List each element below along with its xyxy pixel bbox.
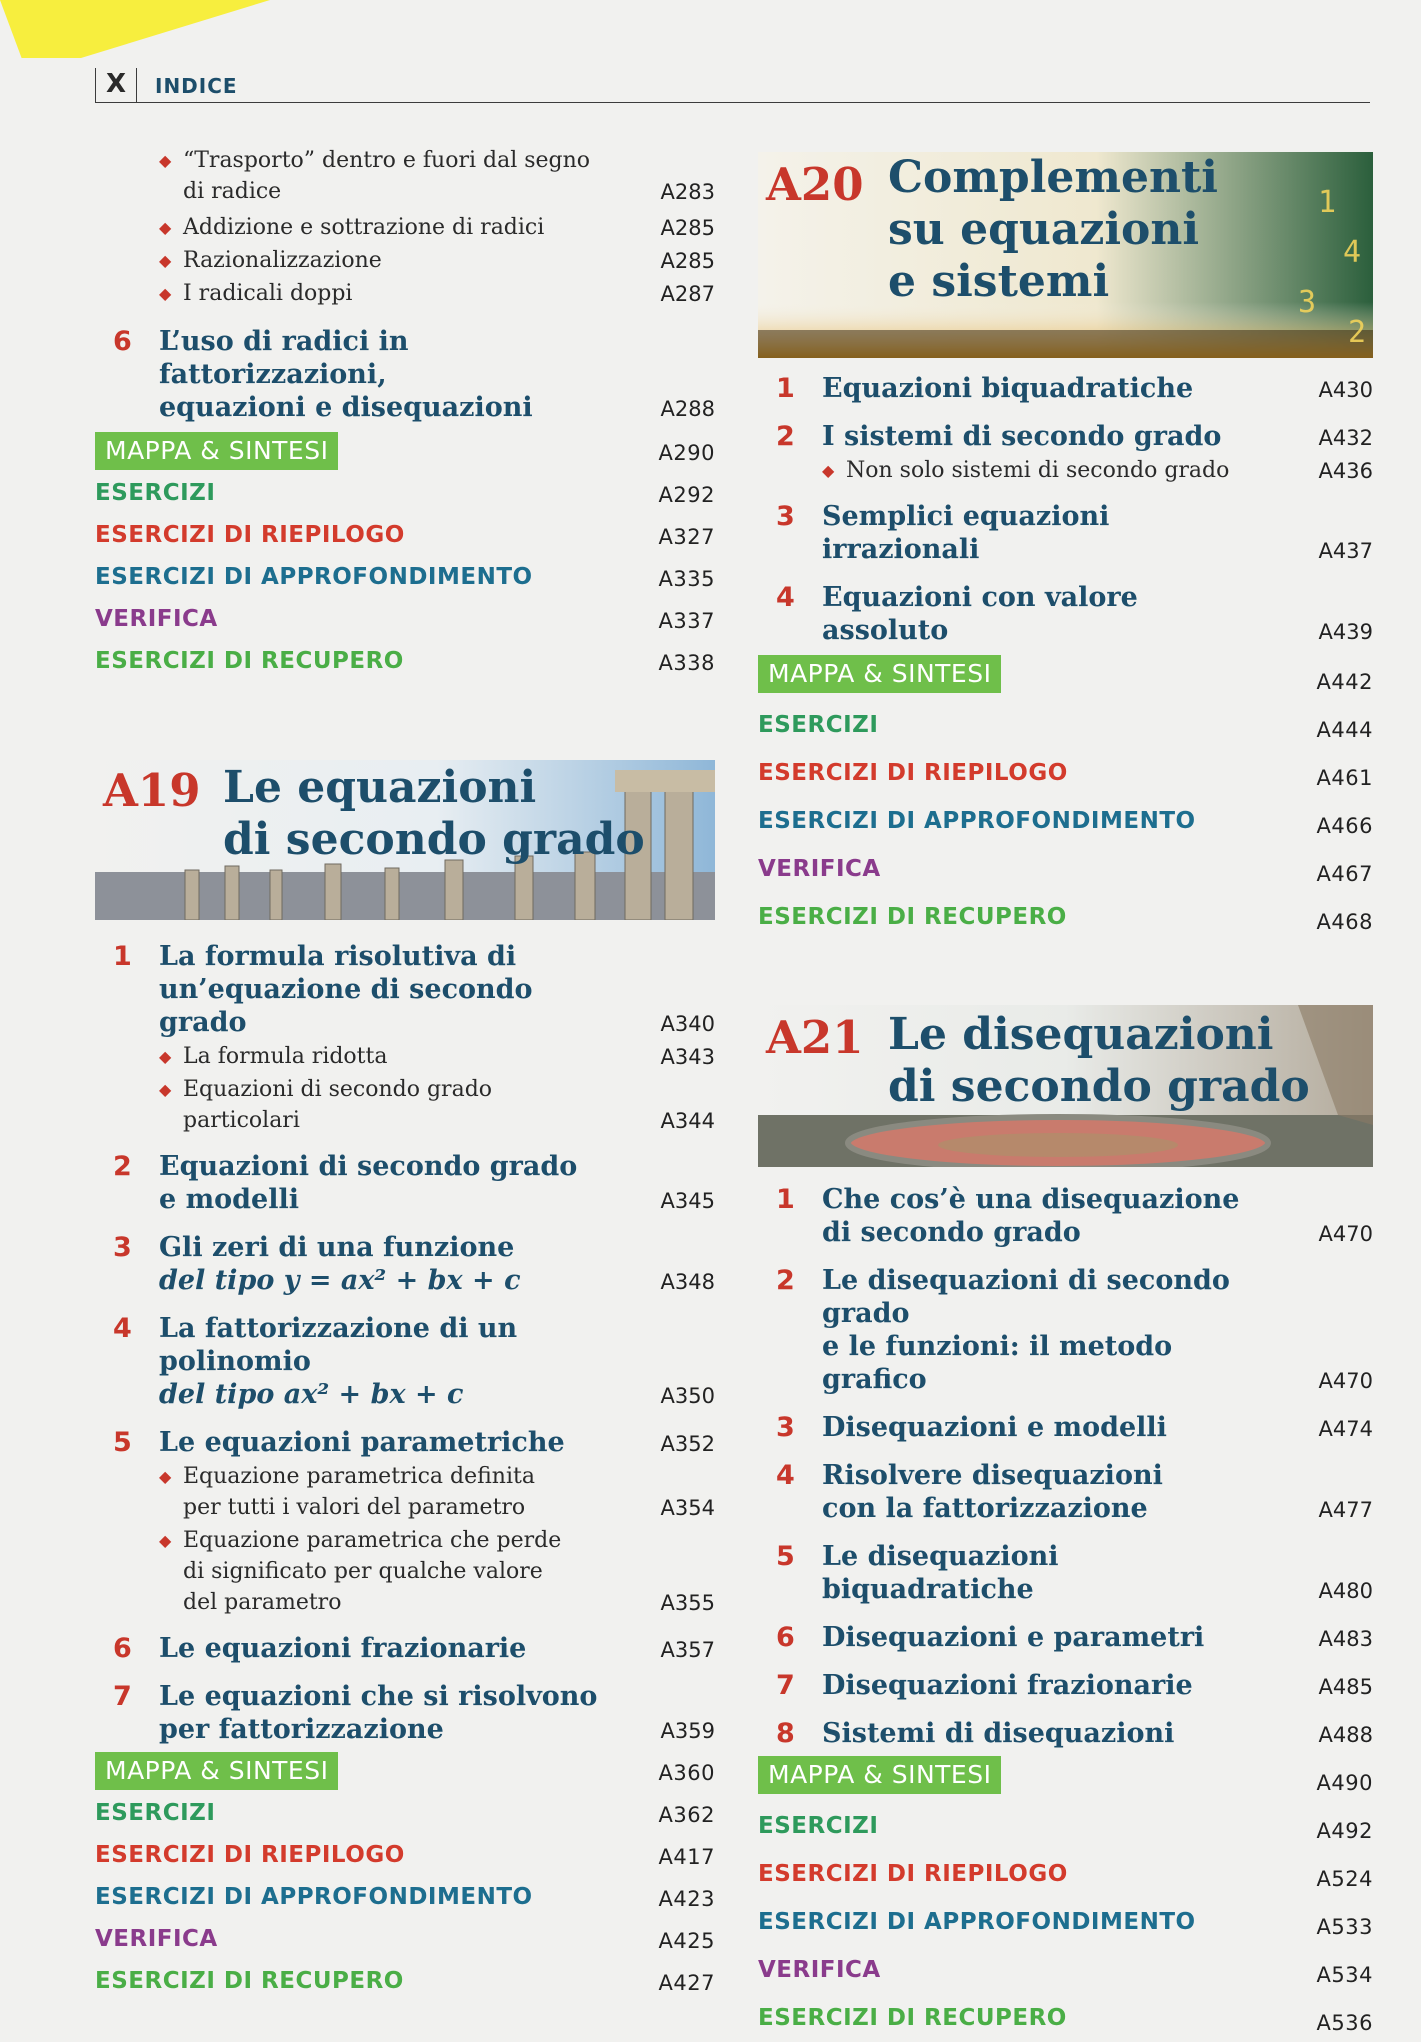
chapter-code: A21: [766, 1011, 864, 1064]
verifica-link[interactable]: [95, 598, 715, 640]
entry-title: Disequazioni frazionarie: [822, 1670, 1193, 1701]
list-item[interactable]: [95, 278, 715, 309]
entry-number: 3: [776, 1412, 795, 1443]
svg-text:2: 2: [1348, 315, 1367, 350]
approfondimento-link[interactable]: [758, 797, 1373, 845]
item-text: Razionalizzazione: [183, 248, 382, 273]
toc-entry[interactable]: [95, 1231, 715, 1297]
right-column: [758, 152, 1373, 2042]
page-ref: A468: [1316, 910, 1373, 934]
entry-number: 5: [776, 1541, 795, 1572]
page-ref: A483: [1318, 1627, 1373, 1651]
page-ref: A425: [658, 1929, 715, 1953]
item-text: I radicali doppi: [183, 281, 353, 306]
page-ref: A340: [660, 1012, 715, 1036]
page-ref: A290: [658, 441, 715, 465]
entry-number: 7: [113, 1681, 132, 1712]
label: ESERCIZI DI APPROFONDIMENTO: [758, 1909, 1196, 1935]
page-ref: A485: [1318, 1675, 1373, 1699]
left-column: [95, 145, 715, 2002]
toc-entry[interactable]: [758, 1411, 1373, 1444]
page-ref: A362: [658, 1803, 715, 1827]
page-ref: A488: [1318, 1723, 1373, 1747]
page-ref: A288: [660, 397, 715, 421]
toc-entry[interactable]: [758, 1621, 1373, 1654]
list-item[interactable]: [758, 455, 1373, 486]
bullet-icon: ◆: [159, 1467, 172, 1486]
chapter-title: Le disequazioni di secondo grado: [888, 1009, 1310, 1112]
entry-title: Risolvere disequazioni con la fattorizzazione: [822, 1460, 1163, 1524]
label: ESERCIZI: [95, 480, 216, 506]
page-ref: A285: [660, 216, 715, 240]
entry-number: 1: [776, 373, 795, 404]
label: MAPPA & SINTESI: [758, 655, 1001, 693]
page-ref: A470: [1318, 1222, 1373, 1246]
item-text: Equazioni di secondo grado particolari: [183, 1077, 493, 1133]
toc-entry[interactable]: [95, 940, 715, 1039]
entry-title: Disequazioni e modelli: [822, 1412, 1167, 1443]
page-ref: A533: [1316, 1915, 1373, 1939]
toc-entry[interactable]: [758, 1183, 1373, 1249]
page-ref: A466: [1316, 814, 1373, 838]
list-item[interactable]: [95, 1525, 715, 1618]
page-ref: A337: [658, 609, 715, 633]
toc-entry[interactable]: [95, 1632, 715, 1665]
chapter-banner-a21: [758, 1005, 1373, 1167]
recupero-link[interactable]: [758, 893, 1373, 941]
chapter-code: A20: [766, 158, 864, 211]
item-text: “Trasporto” dentro e fuori dal segno di radice: [183, 148, 591, 204]
page-ref: A480: [1318, 1579, 1373, 1603]
page-ref: A492: [1316, 1819, 1373, 1843]
page-ref: A355: [660, 1591, 715, 1615]
page-ref: A437: [1318, 539, 1373, 563]
chapter-title: Complementi su equazioni e sistemi: [888, 152, 1218, 307]
label: MAPPA & SINTESI: [95, 1752, 338, 1790]
entry-title: Semplici equazioni irrazionali: [822, 501, 1110, 565]
page-ref: A292: [658, 483, 715, 507]
entry-number: 2: [776, 421, 795, 452]
toc-entry[interactable]: [95, 1150, 715, 1216]
entry-number: 1: [113, 941, 132, 972]
entry-title: Le disequazioni biquadratiche: [822, 1541, 1059, 1605]
bullet-icon: ◆: [159, 251, 172, 270]
chapter-code: A19: [103, 764, 201, 817]
list-item[interactable]: [95, 1074, 715, 1136]
toc-entry[interactable]: [95, 1426, 715, 1459]
page-ref: A285: [660, 249, 715, 273]
entry-number: 3: [113, 1232, 132, 1263]
item-text: Equazione parametrica che perde di significato per qualche valore del parametro: [183, 1528, 562, 1615]
page-ref: A357: [660, 1638, 715, 1662]
toc-entry[interactable]: [758, 372, 1373, 405]
page-ref: A354: [660, 1496, 715, 1520]
formula: del tipo ax² + bx + c: [159, 1379, 464, 1410]
chapter-banner-a19: [95, 760, 715, 920]
page-number: X: [95, 68, 137, 102]
recupero-link[interactable]: [95, 1960, 715, 2002]
page-ref: A360: [658, 1761, 715, 1785]
verifica-link[interactable]: [758, 845, 1373, 893]
riepilogo-link[interactable]: [95, 1834, 715, 1876]
entry-title: Equazioni con valore assoluto: [822, 582, 1138, 646]
esercizi-link[interactable]: [95, 1792, 715, 1834]
list-item[interactable]: [95, 212, 715, 243]
toc-entry[interactable]: [95, 1680, 715, 1746]
list-item[interactable]: [95, 1461, 715, 1523]
svg-text:3: 3: [1298, 285, 1317, 320]
label: ESERCIZI DI RECUPERO: [95, 648, 404, 674]
entry-title: Che cos’è una disequazione di secondo grado: [822, 1184, 1240, 1248]
chapter-banner-a20: [758, 152, 1373, 358]
page-ref: A490: [1316, 1771, 1373, 1795]
page-ref: A335: [658, 567, 715, 591]
recupero-link[interactable]: [95, 640, 715, 682]
label: VERIFICA: [95, 1926, 218, 1952]
label: ESERCIZI: [95, 1800, 216, 1826]
entry-title: L’uso di radici in fattorizzazioni, equazioni e disequazioni: [159, 326, 533, 423]
label: ESERCIZI DI RIEPILOGO: [758, 760, 1068, 786]
entry-number: 2: [113, 1151, 132, 1182]
approfondimento-link[interactable]: [95, 556, 715, 598]
list-item[interactable]: [95, 145, 715, 207]
item-text: Non solo sistemi di secondo grado: [846, 458, 1230, 483]
page-ref: A343: [660, 1045, 715, 1069]
bullet-icon: ◆: [822, 461, 835, 480]
page-header: [95, 68, 1370, 103]
page-ref: A327: [658, 525, 715, 549]
section-title: INDICE: [155, 74, 238, 98]
label: VERIFICA: [758, 1957, 881, 1983]
verifica-link[interactable]: [758, 1946, 1373, 1994]
approfondimento-link[interactable]: [95, 1876, 715, 1918]
toc-entry[interactable]: [758, 500, 1373, 566]
recupero-link[interactable]: [758, 1994, 1373, 2042]
mappa-sintesi-link[interactable]: [95, 430, 715, 472]
entry-number: 6: [113, 1633, 132, 1664]
label: ESERCIZI DI APPROFONDIMENTO: [95, 564, 533, 590]
bullet-icon: ◆: [159, 151, 172, 170]
page-ref: A345: [660, 1189, 715, 1213]
page-ref: A359: [660, 1719, 715, 1743]
riepilogo-link[interactable]: [758, 1850, 1373, 1898]
page-ref: A432: [1318, 426, 1373, 450]
bullet-icon: ◆: [159, 1080, 172, 1099]
label: MAPPA & SINTESI: [758, 1756, 1001, 1794]
entry-number: 6: [113, 326, 132, 357]
page-ref: A417: [658, 1845, 715, 1869]
formula: del tipo y = ax² + bx + c: [159, 1265, 521, 1296]
page-ref: A350: [660, 1384, 715, 1408]
page-ref: A477: [1318, 1498, 1373, 1522]
entry-title: Le equazioni frazionarie: [159, 1633, 527, 1664]
entry-number: 3: [776, 501, 795, 532]
page-ref: A536: [1316, 2011, 1373, 2035]
page-ref: A423: [658, 1887, 715, 1911]
label: ESERCIZI DI RIEPILOGO: [95, 1842, 405, 1868]
entry-title: La formula risolutiva di un’equazione di secondo grado: [159, 941, 533, 1038]
entry-number: 4: [776, 1460, 795, 1491]
riepilogo-link[interactable]: [95, 514, 715, 556]
mappa-sintesi-link[interactable]: [95, 1750, 715, 1792]
entry-number: 8: [776, 1718, 795, 1749]
toc-entry[interactable]: [758, 420, 1373, 453]
list-item[interactable]: [95, 245, 715, 276]
label: VERIFICA: [95, 606, 218, 632]
page-ref: A283: [660, 180, 715, 204]
page-ref: A348: [660, 1270, 715, 1294]
entry-number: 4: [113, 1313, 132, 1344]
entry-title: Gli zeri di una funzione: [159, 1232, 515, 1263]
esercizi-link[interactable]: [758, 1802, 1373, 1850]
chapter-title: Le equazioni di secondo grado: [223, 762, 645, 865]
svg-text:4: 4: [1343, 235, 1362, 270]
item-text: Equazione parametrica definita per tutti i valori del parametro: [183, 1464, 535, 1520]
list-item[interactable]: [95, 1041, 715, 1072]
corner-tab: [0, 0, 270, 58]
page-ref: A436: [1318, 459, 1373, 483]
entry-title: Sistemi di disequazioni: [822, 1718, 1175, 1749]
item-text: Addizione e sottrazione di radici: [183, 215, 545, 240]
item-text: La formula ridotta: [183, 1044, 388, 1069]
page-ref: A467: [1316, 862, 1373, 886]
label: ESERCIZI DI RIEPILOGO: [95, 522, 405, 548]
page-ref: A534: [1316, 1963, 1373, 1987]
entry-number: 4: [776, 582, 795, 613]
toc-entry[interactable]: [758, 1459, 1373, 1525]
label: ESERCIZI DI RIEPILOGO: [758, 1861, 1068, 1887]
entry-number: 7: [776, 1670, 795, 1701]
page-ref: A439: [1318, 620, 1373, 644]
entry-title: Le equazioni parametriche: [159, 1427, 565, 1458]
page-ref: A430: [1318, 378, 1373, 402]
label: ESERCIZI DI APPROFONDIMENTO: [758, 808, 1196, 834]
page-ref: A461: [1316, 766, 1373, 790]
entry-title: La fattorizzazione di un polinomio: [159, 1313, 518, 1377]
esercizi-link[interactable]: [95, 472, 715, 514]
page-ref: A352: [660, 1432, 715, 1456]
toc-entry[interactable]: [758, 1540, 1373, 1606]
toc-entry[interactable]: [758, 1669, 1373, 1702]
page-ref: A470: [1318, 1369, 1373, 1393]
page-ref: A427: [658, 1971, 715, 1995]
entry-number: 2: [776, 1265, 795, 1296]
svg-text:1: 1: [1318, 185, 1337, 220]
label: ESERCIZI DI RECUPERO: [758, 904, 1067, 930]
label: ESERCIZI DI RECUPERO: [758, 2005, 1067, 2031]
entry-title: Equazioni di secondo grado e modelli: [159, 1151, 578, 1215]
verifica-link[interactable]: [95, 1918, 715, 1960]
entry-title: Le equazioni che si risolvono per fattorizzazione: [159, 1681, 598, 1745]
entry-title: Disequazioni e parametri: [822, 1622, 1205, 1653]
esercizi-link[interactable]: [758, 701, 1373, 749]
page-ref: A444: [1316, 718, 1373, 742]
page-ref: A474: [1318, 1417, 1373, 1441]
page-ref: A442: [1316, 670, 1373, 694]
mappa-sintesi-link[interactable]: [758, 653, 1373, 701]
label: VERIFICA: [758, 856, 881, 882]
bullet-icon: ◆: [159, 284, 172, 303]
page-ref: A287: [660, 282, 715, 306]
approfondimento-link[interactable]: [758, 1898, 1373, 1946]
page-ref: A338: [658, 651, 715, 675]
label: ESERCIZI DI RECUPERO: [95, 1968, 404, 1994]
bullet-icon: ◆: [159, 1047, 172, 1066]
entry-number: 1: [776, 1184, 795, 1215]
label: ESERCIZI: [758, 1813, 879, 1839]
page-ref: A344: [660, 1109, 715, 1133]
toc-entry[interactable]: [758, 1264, 1373, 1396]
label: ESERCIZI: [758, 712, 879, 738]
entry-title: I sistemi di secondo grado: [822, 421, 1222, 452]
toc-entry[interactable]: [95, 1312, 715, 1411]
mappa-sintesi-link[interactable]: [758, 1754, 1373, 1802]
toc-entry[interactable]: [95, 325, 715, 424]
entry-title: Le disequazioni di secondo grado e le funzioni: il metodo grafico: [822, 1265, 1230, 1395]
toc-entry[interactable]: [758, 1717, 1373, 1750]
entry-title: Equazioni biquadratiche: [822, 373, 1194, 404]
page-ref: A524: [1316, 1867, 1373, 1891]
label: ESERCIZI DI APPROFONDIMENTO: [95, 1884, 533, 1910]
entry-number: 5: [113, 1427, 132, 1458]
label: MAPPA & SINTESI: [95, 432, 338, 470]
entry-number: 6: [776, 1622, 795, 1653]
riepilogo-link[interactable]: [758, 749, 1373, 797]
bullet-icon: ◆: [159, 218, 172, 237]
bullet-icon: ◆: [159, 1531, 172, 1550]
toc-entry[interactable]: [758, 581, 1373, 647]
